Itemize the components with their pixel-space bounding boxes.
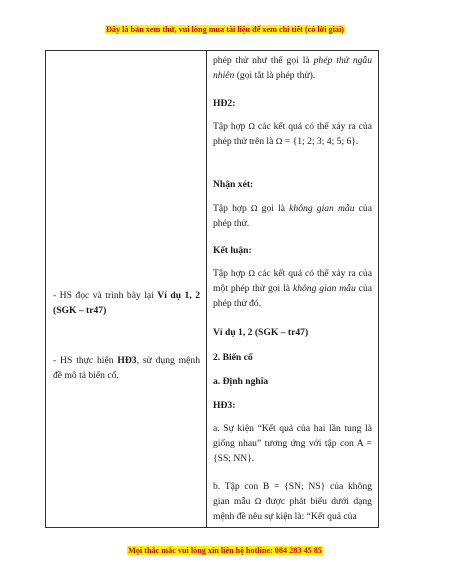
- conclusion-paragraph: [213, 266, 372, 311]
- section-heading: 2. Biến cố: [213, 352, 253, 363]
- preview-notice-text: Đây là bản xem thử, vui lòng mua tài liệu để xem chi tiết (có lời giải): [105, 25, 344, 34]
- conclusion-heading: Kết luận:: [213, 245, 252, 256]
- left-p1-bold: Ví dụ 1, 2 (SGK – tr47): [53, 290, 200, 316]
- remark-text-b: gọi là: [257, 203, 290, 214]
- conclusion-text-a: Tập hợp: [213, 268, 249, 279]
- hd2-text-b: các kết quả có thể xảy ra của phép thử trên là: [213, 121, 372, 147]
- intro-text-b: (gọi tắt là phép thử).: [234, 70, 316, 81]
- lesson-table: [45, 50, 379, 528]
- left-paragraph-hd3: [53, 353, 200, 383]
- student-activity-column: [46, 51, 206, 527]
- remark-italic: không gian mẫu: [289, 203, 355, 214]
- left-p2-text-b: , sử dụng mệnh đề mô tả biến cố.: [53, 355, 200, 381]
- hd3-part-a: a. Sự kiện “Kết quả của hai lần tung là giống nhau” tương ứng với tập con A = {SS; NN}.: [213, 423, 372, 464]
- intro-text-a: phép thử như thế gọi là: [213, 55, 314, 66]
- remark-paragraph: [213, 201, 372, 231]
- hotline-text: Mọi thắc mắc vui lòng xin liên hệ hotline: 084 283 45 85: [128, 546, 322, 555]
- hd3-b-text-b: được phát biểu dưới dạng mệnh đề nêu sự kiện là: “Kết quả của: [213, 496, 372, 522]
- hd3-part-b: [213, 479, 372, 524]
- remark-text-c: của phép thử.: [213, 203, 372, 229]
- conclusion-text-b: các kết quả có thể xảy ra của một phép thử gọi là: [213, 268, 372, 294]
- omega-symbol: Ω: [248, 269, 256, 278]
- hotline-banner: [0, 546, 450, 555]
- conclusion-text-c: của phép thử đó.: [213, 283, 372, 309]
- hd2-paragraph: [213, 119, 372, 149]
- omega-symbol: Ω: [254, 497, 262, 506]
- omega-symbol: Ω: [275, 137, 283, 146]
- hd2-text-a: Tập hợp: [213, 121, 249, 132]
- left-paragraph-example: [53, 288, 200, 318]
- preview-notice-banner: [0, 25, 450, 34]
- hd3-heading: HĐ3:: [213, 400, 236, 411]
- conclusion-italic: không gian mẫu: [292, 283, 356, 294]
- left-p1-text: - HS đọc và trình bày lại: [53, 290, 158, 301]
- omega-symbol: Ω: [248, 122, 256, 131]
- hd3-b-text-a: b. Tập con B = {SN; NS} của không gian mẫu: [213, 481, 372, 507]
- hd2-text-c: = {1; 2; 3; 4; 5; 6}.: [282, 136, 359, 147]
- left-p2-bold: HĐ3: [117, 355, 137, 366]
- subsection-heading: a. Định nghĩa: [213, 376, 269, 387]
- left-p2-text-a: - HS thực hiện: [53, 355, 118, 366]
- omega-symbol: Ω: [250, 204, 258, 213]
- remark-text-a: Tập hợp: [213, 203, 251, 214]
- hd2-heading: HĐ2:: [213, 98, 236, 109]
- intro-italic: phép thử ngẫu nhiên: [213, 55, 373, 81]
- example-heading: Ví dụ 1, 2 (SGK – tr47): [213, 327, 309, 338]
- content-column: [207, 51, 378, 527]
- intro-paragraph: [213, 53, 372, 83]
- remark-heading: Nhận xét:: [213, 179, 254, 190]
